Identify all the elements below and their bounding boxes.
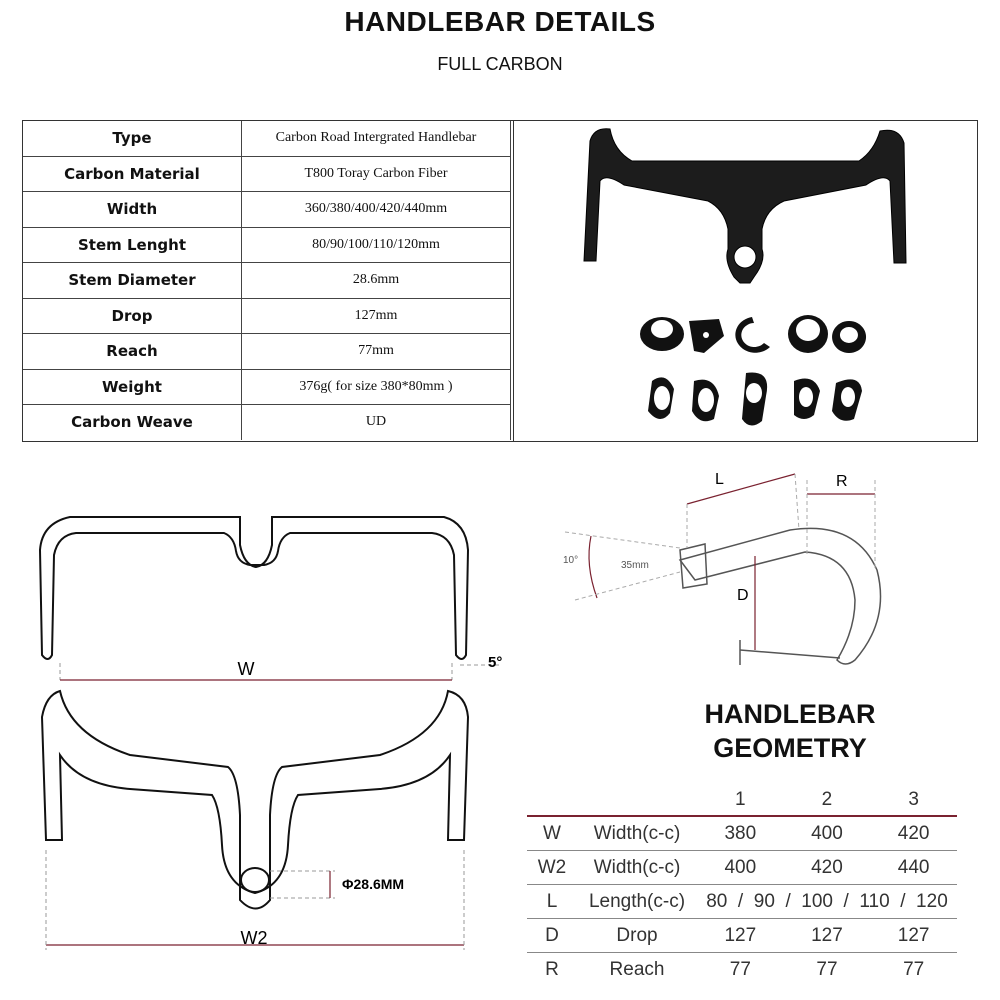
spec-table <box>23 121 511 440</box>
table-row <box>23 298 511 334</box>
spec-value: 77mm <box>242 334 511 370</box>
geometry-title-line1: HANDLEBAR <box>704 699 876 729</box>
front-view-outline <box>42 691 468 909</box>
row-symbol: R <box>527 953 577 987</box>
cell: 127 <box>697 919 784 953</box>
page-subtitle: FULL CARBON <box>437 54 563 74</box>
cell: 77 <box>697 953 784 987</box>
side-profile <box>680 528 881 665</box>
top-view-outline <box>40 517 468 659</box>
d-label: D <box>737 587 749 604</box>
degree-label: 10° <box>563 555 579 566</box>
spec-value: 360/380/400/420/440mm <box>242 192 511 228</box>
w2-label: W2 <box>240 928 268 948</box>
column-header: 2 <box>821 789 833 810</box>
spec-key: Carbon Material <box>23 156 242 192</box>
table-row <box>23 263 511 299</box>
spec-key: Width <box>23 192 242 228</box>
l-label: L <box>715 471 724 488</box>
spacer-icon <box>648 372 862 425</box>
spec-key: Stem Diameter <box>23 263 242 299</box>
spec-key: Carbon Weave <box>23 405 242 440</box>
w-label: W <box>237 659 255 679</box>
spec-value: 28.6mm <box>242 263 511 299</box>
column-header: 3 <box>908 789 919 810</box>
r-label: R <box>836 473 848 490</box>
row-symbol: W2 <box>527 851 577 885</box>
table-row <box>527 953 957 987</box>
cell: 77 <box>870 953 957 987</box>
table-row <box>23 405 511 440</box>
geometry-title <box>640 697 940 765</box>
table-header-row <box>527 785 957 816</box>
spec-value: 376g( for size 380*80mm ) <box>242 369 511 405</box>
spec-key: Weight <box>23 369 242 405</box>
row-label: Reach <box>577 953 697 987</box>
diameter-label: Φ28.6MM <box>342 876 405 892</box>
table-row <box>23 121 511 156</box>
cell: 400 <box>784 816 871 851</box>
page-title: HANDLEBAR DETAILS <box>344 6 656 37</box>
spec-key: Drop <box>23 298 242 334</box>
spec-key: Type <box>23 121 242 156</box>
cell: 420 <box>870 816 957 851</box>
table-row <box>23 227 511 263</box>
angle-label: 5° <box>488 654 503 671</box>
geometry-table <box>527 785 957 986</box>
cell: 380 <box>697 816 784 851</box>
row-label: Width(c-c) <box>577 816 697 851</box>
cell: 440 <box>870 851 957 885</box>
spec-value: 80/90/100/110/120mm <box>242 227 511 263</box>
table-row <box>23 369 511 405</box>
row-label: Length(c-c) <box>577 885 697 919</box>
row-label: Drop <box>577 919 697 953</box>
cell: 420 <box>784 851 871 885</box>
spec-value: T800 Toray Carbon Fiber <box>242 156 511 192</box>
product-photo <box>513 121 978 441</box>
spec-value: Carbon Road Intergrated Handlebar <box>242 121 511 156</box>
table-row <box>23 334 511 370</box>
table-row <box>527 851 957 885</box>
handlebar-image <box>584 129 906 283</box>
geometry-diagram <box>555 460 895 685</box>
spacer-icon <box>640 315 866 353</box>
row-label: Width(c-c) <box>577 851 697 885</box>
spec-value: 127mm <box>242 298 511 334</box>
spec-panel <box>22 120 978 442</box>
spec-value: UD <box>242 405 511 440</box>
table-row <box>527 816 957 851</box>
cell: 127 <box>784 919 871 953</box>
cell: 400 <box>697 851 784 885</box>
row-symbol: W <box>527 816 577 851</box>
spec-key: Stem Lenght <box>23 227 242 263</box>
cell: 77 <box>784 953 871 987</box>
row-symbol: D <box>527 919 577 953</box>
clamp-label: 35mm <box>621 560 649 571</box>
geometry-title-line2: GEOMETRY <box>713 733 867 763</box>
table-row <box>527 885 957 919</box>
table-row <box>23 156 511 192</box>
cell: 127 <box>870 919 957 953</box>
cell: 80 / 90 / 100 / 110 / 120 <box>697 885 957 919</box>
spec-key: Reach <box>23 334 242 370</box>
column-header: 1 <box>735 789 746 810</box>
handlebar-drawing <box>0 455 520 1000</box>
table-row <box>527 919 957 953</box>
row-symbol: L <box>527 885 577 919</box>
table-row <box>23 192 511 228</box>
